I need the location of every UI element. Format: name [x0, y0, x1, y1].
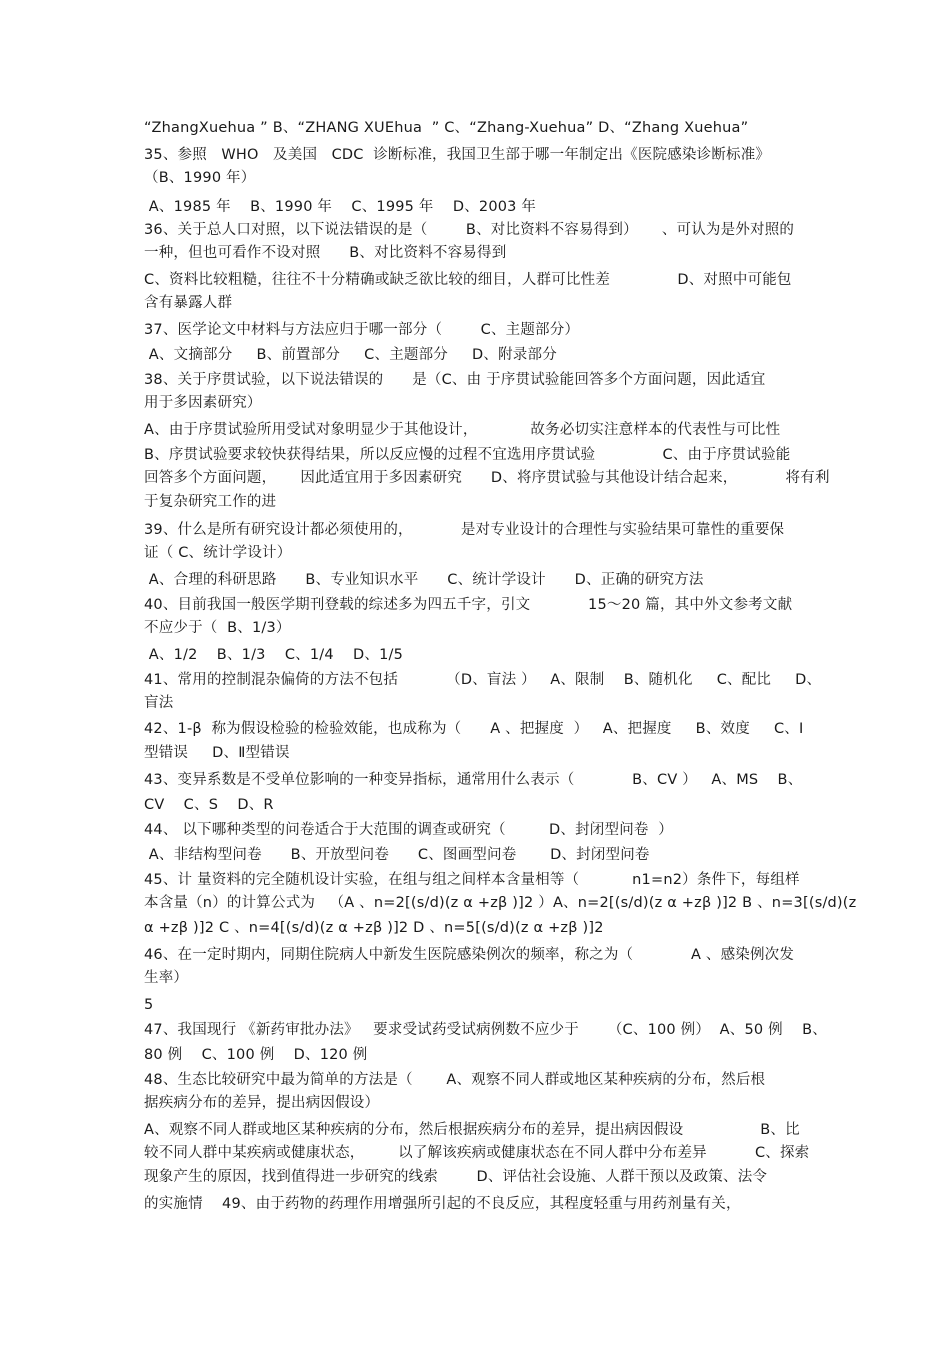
text-line: 41、常用的控制混杂偏倚的方法不包括 （D、盲法 ） A、限制 B、随机化 C、配比 D、 [144, 672, 822, 688]
text-line: 46、在一定时期内，同期住院病人中新发生医院感染例次的频率，称之为（ A 、感染例次发 [144, 947, 795, 963]
text-line: 据疾病分布的差异，提出病因假设） [144, 1095, 380, 1111]
text-line: B、序贯试验要求较快获得结果，所以反应慢的过程不宜选用序贯试验 C、由于序贯试验能 [144, 447, 791, 463]
text-line: 较不同人群中某疾病或健康状态， 以了解该疾病或健康状态在不同人群中分布差异 C、探索 [144, 1145, 810, 1161]
text-line: 的实施情 49、由于药物的药理作用增强所引起的不良反应，其程度轻重与用药剂量有关， [144, 1196, 741, 1212]
text-line: α +zβ )]2 C 、n=4[(s/d)(z α +zβ )]2 D 、n=5[(s/d)(z α +zβ )]2 [144, 920, 604, 936]
text-line: 于复杂研究工作的进 [144, 494, 277, 510]
text-line: （B、1990 年） [144, 170, 256, 186]
text-line: 40、目前我国一般医学期刊登载的综述多为四五千字，引文 15～20 篇，其中外文参考文献 [144, 597, 793, 613]
text-line: A、由于序贯试验所用受试对象明显少于其他设计， 故务必切实注意样本的代表性与可比性 [144, 422, 781, 438]
text-line: 用于多因素研究） [144, 395, 262, 411]
text-line: A、合理的科研思路 B、专业知识水平 C、统计学设计 D、正确的研究方法 [144, 572, 704, 588]
text-line: 80 例 C、100 例 D、120 例 [144, 1047, 368, 1063]
text-line: 43、变异系数是不受单位影响的一种变异指标，通常用什么表示（ B、CV ） A、MS B、 [144, 772, 803, 788]
text-line: A、非结构型问卷 B、开放型问卷 C、图画型问卷 D、封闭型问卷 [144, 847, 650, 863]
text-line: 不应少于（ B、1/3） [144, 620, 291, 636]
text-line: 39、什么是所有研究设计都必须使用的， 是对专业设计的合理性与实验结果可靠性的重要保 [144, 522, 785, 538]
text-line: “ZhangXuehua ” B、“ZHANG XUEhua ” C、“Zhang-Xuehua” D、“Zhang Xuehua” [144, 120, 749, 136]
text-line: 37、医学论文中材料与方法应归于哪一部分（ C、主题部分） [144, 322, 580, 338]
text-line: CV C、S D、R [144, 797, 274, 813]
text-line: 48、生态比较研究中最为简单的方法是（ A、观察不同人群或地区某种疾病的分布，然后根 [144, 1072, 766, 1088]
text-line: 型错误 D、Ⅱ型错误 [144, 745, 290, 761]
text-line: 证（ C、统计学设计） [144, 545, 292, 561]
text-line: 含有暴露人群 [144, 295, 233, 311]
text-line: A、1985 年 B、1990 年 C、1995 年 D、2003 年 [144, 199, 537, 215]
page-number: 5 [144, 997, 154, 1013]
text-line: A、文摘部分 B、前置部分 C、主题部分 D、附录部分 [144, 347, 557, 363]
text-line: C、资料比较粗糙，往往不十分精确或缺乏欲比较的细目，人群可比性差 D、对照中可能包 [144, 272, 792, 288]
text-line: 36、关于总人口对照，以下说法错误的是（ B、对比资料不容易得到） 、可认为是外对照的 [144, 222, 795, 238]
text-line: 42、1-β 称为假设检验的检验效能，也成称为（ A 、把握度 ） A、把握度 B、效度 C、I [144, 721, 804, 737]
text-line: 44、 以下哪种类型的问卷适合于大范围的调查或研究（ D、封闭型问卷 ） [144, 822, 673, 838]
text-line: A、观察不同人群或地区某种疾病的分布，然后根据疾病分布的差异，提出病因假设 B、比 [144, 1122, 800, 1138]
text-line: 35、参照 WHO 及美国 CDC 诊断标准，我国卫生部于哪一年制定出《医院感染诊断标准》 [144, 147, 771, 163]
text-line: 现象产生的原因，找到值得进一步研究的线索 D、评估社会设施、人群干预以及政策、法令 [144, 1169, 768, 1185]
text-line: 45、计 量资料的完全随机设计实验，在组与组之间样本含量相等（ n1=n2）条件下，每组样 [144, 872, 800, 888]
text-line: 盲法 [144, 695, 174, 711]
text-line: 47、我国现行 《新药审批办法》 要求受试药受试病例数不应少于 （C、100 例） A、50 例 B、 [144, 1022, 827, 1038]
text-line: 本含量（n）的计算公式为 （A 、n=2[(s/d)(z α +zβ )]2 ）A、n=2[(s/d)(z α +zβ )]2 B 、n=3[(s/d)(z [144, 895, 857, 911]
text-line: 一种，但也可看作不设对照 B、对比资料不容易得到 [144, 245, 507, 261]
text-line: A、1/2 B、1/3 C、1/4 D、1/5 [144, 647, 404, 663]
text-line: 生率） [144, 970, 189, 986]
text-line: 回答多个方面问题， 因此适宜用于多因素研究 D、将序贯试验与其他设计结合起来， 将有利 [144, 470, 830, 486]
text-line: 38、关于序贯试验，以下说法错误的 是（C、由 于序贯试验能回答多个方面问题，因此适宜 [144, 372, 766, 388]
